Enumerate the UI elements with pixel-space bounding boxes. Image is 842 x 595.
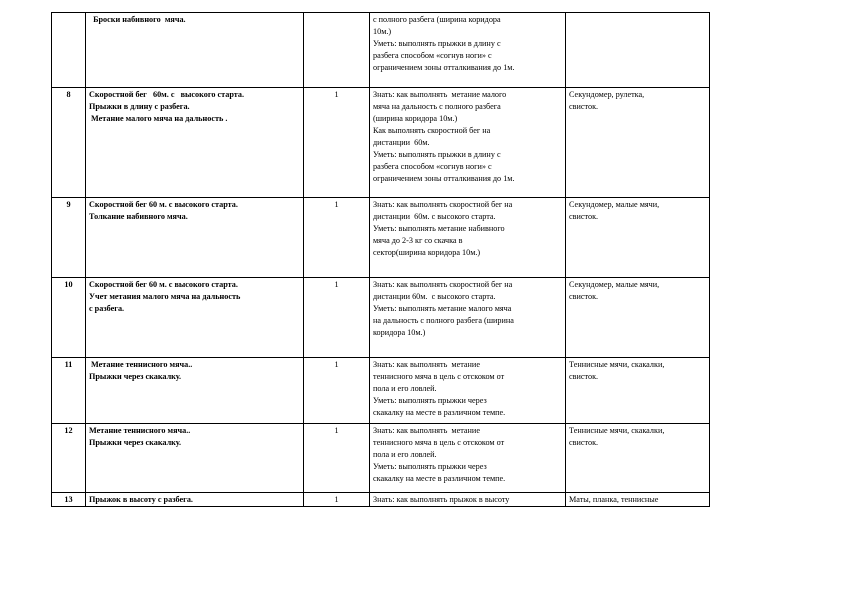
lesson-topic-cell-line: Метание теннисного мяча..: [89, 426, 191, 435]
table-row: [52, 493, 710, 507]
lesson-requirements-cell-line: Как выполнять скоростной бег на: [373, 126, 491, 135]
lesson-requirements-cell: [370, 198, 566, 278]
lesson-topic-cell: [86, 278, 304, 358]
lesson-equipment-cell-line: свисток.: [569, 438, 599, 447]
lesson-requirements-cell-line: Уметь: выполнять метание набивного: [373, 224, 505, 233]
lesson-requirements-cell-line: сектор(ширина коридора 10м.): [373, 248, 481, 257]
table-body: [52, 13, 710, 507]
lesson-equipment-cell: [566, 88, 710, 198]
lesson-requirements-cell-line: Знать: как выполнять метание малого: [373, 90, 507, 99]
lesson-plan-table: [51, 12, 710, 507]
lesson-requirements-cell-line: Знать: как выполнять метание: [373, 360, 480, 369]
lesson-requirements-cell-line: коридора 10м.): [373, 328, 426, 337]
lesson-number-cell: [52, 13, 86, 88]
lesson-requirements-cell: [370, 493, 566, 507]
lesson-equipment-cell: [566, 358, 710, 424]
lesson-hours-cell: 1: [304, 424, 370, 493]
lesson-topic-cell-line: Броски набивного мяча.: [89, 15, 186, 24]
lesson-equipment-cell: [566, 198, 710, 278]
lesson-hours-cell: 1: [304, 493, 370, 507]
lesson-equipment-cell-line: свисток.: [569, 212, 599, 221]
lesson-requirements-cell-line: разбега способом «согнув ноги» с: [373, 51, 492, 60]
lesson-number-cell: 11: [52, 358, 86, 424]
lesson-requirements-cell-line: дистанции 60м. с высокого старта.: [373, 292, 496, 301]
lesson-topic-cell-line: Метание теннисного мяча..: [89, 360, 193, 369]
lesson-requirements-cell-line: Уметь: выполнять прыжки через: [373, 396, 487, 405]
lesson-hours-cell: 1: [304, 278, 370, 358]
lesson-requirements-cell-line: дистанции 60м. с высокого старта.: [373, 212, 496, 221]
lesson-equipment-cell-line: Секундомер, малые мячи,: [569, 200, 660, 209]
lesson-topic-cell-line: Скоростной бег 60 м. с высокого старта.: [89, 280, 238, 289]
lesson-requirements-cell-line: Уметь: выполнять прыжки в длину с: [373, 39, 501, 48]
lesson-topic-cell: [86, 493, 304, 507]
lesson-equipment-cell-line: Секундомер, малые мячи,: [569, 280, 660, 289]
lesson-topic-cell-line: Прыжки в длину с разбега.: [89, 102, 190, 111]
table-row: [52, 358, 710, 424]
lesson-requirements-cell-line: с полного разбега (ширина коридора: [373, 15, 501, 24]
lesson-requirements-cell-line: скакалку на месте в различном темпе.: [373, 408, 506, 417]
lesson-topic-cell-line: Метание малого мяча на дальность .: [89, 114, 228, 123]
lesson-requirements-cell: [370, 88, 566, 198]
table-row: [52, 278, 710, 358]
lesson-topic-cell: [86, 13, 304, 88]
lesson-equipment-cell-line: Маты, планка, теннисные: [569, 495, 659, 504]
lesson-requirements-cell-line: ограничением зоны отталкивания до 1м.: [373, 174, 515, 183]
lesson-hours-cell: 1: [304, 358, 370, 424]
lesson-requirements-cell-line: пола и его ловлей.: [373, 450, 437, 459]
lesson-requirements-cell-line: пола и его ловлей.: [373, 384, 437, 393]
lesson-number-cell: 12: [52, 424, 86, 493]
lesson-number-cell: 13: [52, 493, 86, 507]
lesson-topic-cell-line: Толкание набивного мяча.: [89, 212, 188, 221]
lesson-equipment-cell-line: Секундомер, рулетка,: [569, 90, 645, 99]
lesson-requirements-cell-line: теннисного мяча в цель с отскоком от: [373, 438, 505, 447]
lesson-requirements-cell: [370, 13, 566, 88]
lesson-equipment-cell: [566, 278, 710, 358]
lesson-topic-cell-line: Скоростной бег 60 м. с высокого старта.: [89, 200, 238, 209]
lesson-topic-cell: [86, 198, 304, 278]
lesson-requirements-cell-line: Знать: как выполнять прыжок в высоту: [373, 495, 510, 504]
lesson-hours-cell: 1: [304, 198, 370, 278]
lesson-requirements-cell-line: скакалку на месте в различном темпе.: [373, 474, 506, 483]
lesson-requirements-cell-line: (ширина коридора 10м.): [373, 114, 458, 123]
lesson-requirements-cell-line: Знать: как выполнять скоростной бег на: [373, 200, 513, 209]
lesson-requirements-cell-line: Уметь: выполнять прыжки через: [373, 462, 487, 471]
lesson-requirements-cell-line: мяча до 2-3 кг со скачка в: [373, 236, 463, 245]
lesson-equipment-cell-line: свисток.: [569, 292, 599, 301]
lesson-requirements-cell-line: Знать: как выполнять метание: [373, 426, 480, 435]
lesson-number-cell: 9: [52, 198, 86, 278]
lesson-equipment-cell-line: свисток.: [569, 372, 599, 381]
lesson-requirements-cell: [370, 278, 566, 358]
lesson-requirements-cell-line: мяча на дальность с полного разбега: [373, 102, 501, 111]
lesson-requirements-cell-line: Знать: как выполнять скоростной бег на: [373, 280, 513, 289]
lesson-requirements-cell: [370, 424, 566, 493]
lesson-requirements-cell-line: ограничением зоны отталкивания до 1м.: [373, 63, 515, 72]
lesson-number-cell: 10: [52, 278, 86, 358]
table-row: [52, 424, 710, 493]
lesson-equipment-cell-line: Теннисные мячи, скакалки,: [569, 360, 665, 369]
lesson-topic-cell-line: Скоростной бег 60м. с высокого старта.: [89, 90, 245, 99]
table-row: [52, 198, 710, 278]
lesson-topic-cell-line: с разбега.: [89, 304, 125, 313]
lesson-topic-cell-line: Прыжки через скакалку.: [89, 438, 182, 447]
lesson-number-cell: 8: [52, 88, 86, 198]
lesson-requirements-cell-line: Уметь: выполнять прыжки в длину с: [373, 150, 501, 159]
lesson-equipment-cell: [566, 493, 710, 507]
lesson-equipment-cell: [566, 424, 710, 493]
lesson-topic-cell-line: Прыжок в высоту с разбега.: [89, 495, 193, 504]
lesson-topic-cell-line: Учет метания малого мяча на дальность: [89, 292, 241, 301]
lesson-topic-cell-line: Прыжки через скакалку.: [89, 372, 182, 381]
lesson-topic-cell: [86, 424, 304, 493]
lesson-requirements-cell-line: на дальность с полного разбега (ширина: [373, 316, 514, 325]
lesson-hours-cell: 1: [304, 88, 370, 198]
lesson-topic-cell: [86, 358, 304, 424]
lesson-requirements-cell-line: дистанции 60м.: [373, 138, 430, 147]
table-row: [52, 88, 710, 198]
lesson-requirements-cell-line: разбега способом «согнув ноги» с: [373, 162, 492, 171]
lesson-requirements-cell-line: теннисного мяча в цель с отскоком от: [373, 372, 505, 381]
lesson-requirements-cell: [370, 358, 566, 424]
lesson-equipment-cell-line: свисток.: [569, 102, 599, 111]
lesson-equipment-cell-line: Теннисные мячи, скакалки,: [569, 426, 665, 435]
lesson-hours-cell: [304, 13, 370, 88]
lesson-requirements-cell-line: 10м.): [373, 27, 392, 36]
lesson-requirements-cell-line: Уметь: выполнять метание малого мяча: [373, 304, 512, 313]
table-row: [52, 13, 710, 88]
lesson-topic-cell: [86, 88, 304, 198]
lesson-equipment-cell: [566, 13, 710, 88]
